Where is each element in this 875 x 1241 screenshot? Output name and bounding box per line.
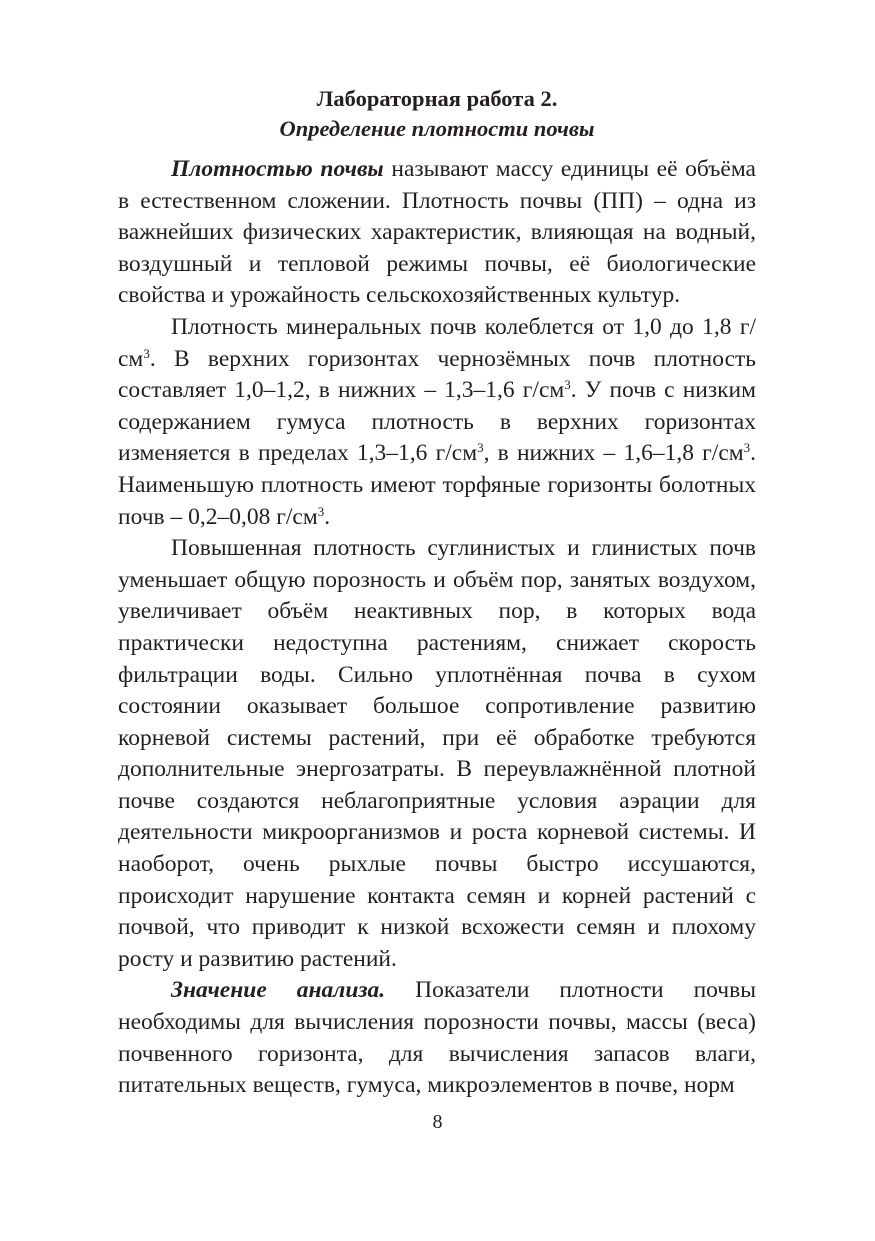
paragraph-text-part: . В верхних горизонтах чернозёмных почв плотность составляет 1,0–1,2, в нижних – 1,3–1,6 г/см (118, 345, 756, 404)
paragraph-text: называют массу единицы её объёма в естественном сложении. Плотность почвы (ПП) – одна из важнейших физических характеристик, влияющая на водный, воздушный и тепловой режимы почвы, её биологические свойства и урожайность сельскохозяйственных культур. (118, 156, 756, 309)
lab-work-subtitle: Определение плотности почвы (279, 116, 595, 141)
paragraph-text-part: . (324, 503, 331, 530)
page-number: 8 (432, 1111, 443, 1133)
paragraph-text-part: . Наименьшую плотность имеют торфяные горизонты болотных почв – 0,2–0,08 г/см (118, 440, 757, 530)
exponent: 3 (564, 377, 571, 393)
term-analysis-significance: Значение анализа. (171, 977, 386, 1004)
exponent: 3 (477, 440, 484, 456)
term-soil-density: Плотностью почвы (171, 156, 384, 182)
paragraph-soil-density-definition (118, 154, 756, 312)
paragraph-text-part: Плотность минеральных почв колеблется от 1,0 до 1,8 г/см (118, 313, 756, 372)
paragraph-text-part: . У почв с низким содержанием гумуса плотность в верхних горизонтах изменяется в пределах 1,3–1,6 г/см (118, 377, 756, 467)
page-content (118, 84, 756, 1102)
paragraph-high-density-effects: Повышенная плотность суглинистых и глинистых почв уменьшает общую порозность и объём пор, занятых воздухом, увеличивает объём неактивных пор, в которых вода практически недоступна растениям, снижает скорость фильтрации воды. Сильно уплотнённая почва в сухом состоянии оказывает большое сопротивление развитию корневой системы растений, при её обработке требуются дополнительные энергозатраты. В переувлажнённой плотной почве создаются неблагоприятные условия аэрации для деятельности микроорганизмов и роста корневой системы. И наоборот, очень рыхлые почвы быстро иссушаются, происходит нарушение контакта семян и корней растений с почвой, что приводит к низкой всхожести семян и плохому росту и развитию растений. (118, 535, 756, 972)
exponent: 3 (317, 503, 325, 519)
paragraph-text-part: , в нижних – 1,6–1,8 г/см (483, 440, 744, 467)
paragraph-text: Показатели плотности почвы необходимы для вычисления порозности почвы, массы (веса) почвенного горизонта, для вычисления запасов влаги, питательных веществ, гумуса, микроэлементов в почве, норм (118, 977, 756, 1099)
paragraph-analysis-significance (118, 975, 756, 1101)
paragraph-density-ranges (118, 312, 756, 533)
exponent: 3 (743, 440, 751, 456)
exponent: 3 (143, 345, 150, 361)
lab-work-title: Лабораторная работа 2. (316, 86, 558, 111)
